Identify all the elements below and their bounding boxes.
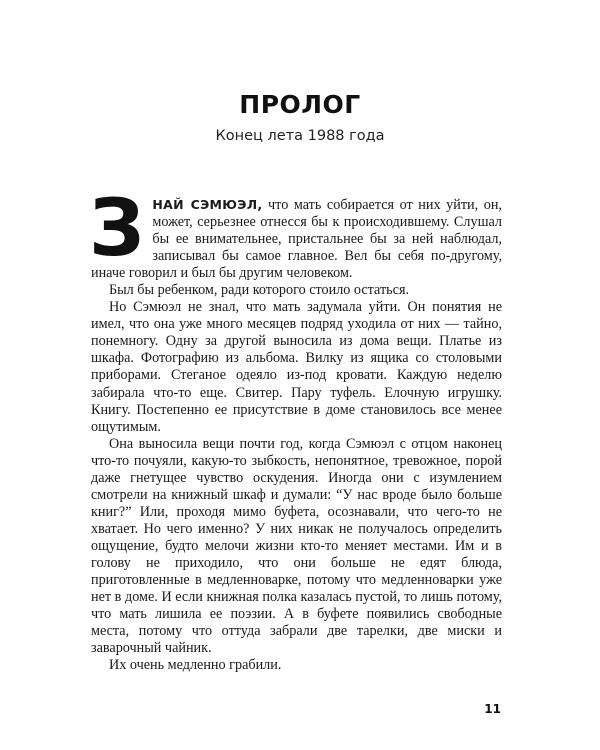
paragraph-opening (89, 184, 502, 282)
lead-in-caps: НАЙ СЭМЮЭЛ, (152, 197, 263, 212)
chapter-title: ПРОЛОГ (239, 90, 361, 119)
drop-cap: З (89, 184, 145, 274)
paragraph: Их очень медленно грабили. (109, 657, 282, 674)
paragraph: Но Сэмюэл не знал, что мать задумала уйти. Он понятия не имел, что она уже много месяцев подряд уходила от них — тайно, понемногу. Одну за другой выносила из дома вещи. Платье из шкафа. Фотографию из альбома. Вилку из ящика со столовыми приборами. Стеганое одеяло из-под кровати. Каждую неделю забирала что-то еще. Свитер. Пару туфель. Елочную игрушку. Книгу. Постепенно ее присутствие в доме становилось все менее ощутимым. (91, 299, 502, 435)
chapter-subtitle: Конец лета 1988 года (215, 128, 385, 144)
page-number: 11 (484, 702, 501, 716)
opening-text: что мать собирается от них уйти, он, может, серьезнее отнесся бы к происходившему. Слушал бы ее внимательнее, пристальнее бы за ней наблюдал, записывал бы самое главное. Вел бы себя по-другому, иначе говорил и был бы другим человеком. (91, 197, 502, 282)
paragraph: Был бы ребенком, ради которого стоило остаться. (109, 282, 410, 299)
body-text (89, 184, 502, 674)
paragraph: Она выносила вещи почти год, когда Сэмюэл с отцом наконец что-то почуяли, какую-то зыбкость, непонятное, тревожное, порой даже гнетущее чувство оскудения. Иногда они с изумлением смотрели на книжный шкаф и думали: “У нас вроде было больше книг?” Или, проходя мимо буфета, осознавали, что чего-то не хватает. Но чего именно? У них никак не получалось определить ощущение, будто мелочи жизни кто-то меняет местами. Им и в голову не приходило, что они больше не едят блюда, приготовленные в медленноварке, потому что медленноварки уже нет в доме. И если книжная полка казалась пустой, то лишь потому, что мать лишила ее поэзии. А в буфете появились свободные места, потому что оттуда забрали две тарелки, две миски и заварочный чайник. (91, 435, 502, 657)
